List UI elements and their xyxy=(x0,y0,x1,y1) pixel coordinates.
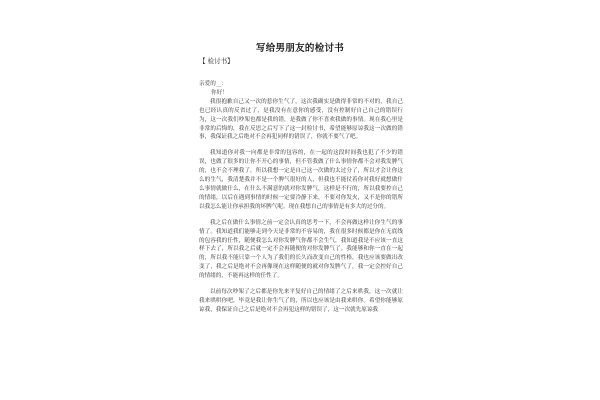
paragraph: 我之后在做什么事情之前一定会认真的思考一下，不会再做这样让你生气的事情了。我知道我们能够走到今天是非常的不容易的，我在很多时候都是你在无底线的包容我的任性，随便我怎么对你发脾气你都不会生气，我知道我是不应该一直这样下去了，所以我之后就一定不会再随便的对你发脾气了。我能够和你一直在一起的，所以我不能只靠一个人为了我们的长久而改变自己的性格，我也应该要做出改变了，我之后是绝对不会再像现在这样随便的就对你发脾气了，我一定会控好自己的情绪的，不能再这样的任性了。 xyxy=(199,219,403,280)
paragraph: 以前每次吵架了之后都是你先来平复好自己的情绪了之后来哄我，这一次就让我来哄哄你吧，毕竟是我让你生气了的，所以也应该是由我来哄你。希望你能够原谅我，我保证自己之后是绝对不会再犯这样的错误了，这一次就先原谅我 xyxy=(199,289,403,313)
document-title: 写给男朋友的检讨书 xyxy=(255,43,345,54)
document-body xyxy=(199,80,403,315)
category-tag: 【 检讨书】 xyxy=(199,57,234,65)
greeting: 你好！ xyxy=(211,89,228,96)
salutation: 亲爱的__： xyxy=(199,81,227,87)
paragraph: 我知道你对我一向都是非常的包容的，在一起的这段时间我也犯了不少的错误，也做了很多的让你不开心的事情，但不管我做了什么事情你都不会对我发脾气的，也不会不理我了。所以我想一定是自己这一次做的太过分了，所以才会让你这么的生气，我清楚我并不是一个脾气很好的人，但我也不能仗着你对我好就想做什么事情就做什么，在什么不满意的就对你发脾气，这样是不行的，所以我要控自己的情绪，以后在遇到事情的时候一定要冷静下来，不要对你发火，又不是你的错所以我怎么能让你承担我的坏脾气呢。现在我想自己的事情是有多大的过分的。 xyxy=(199,150,403,210)
paragraph: 我很抱歉自己又一次的惹你生气了，这次我确实是做得非常的不对的，我自己也已经认真的反省过了，是我没有在意你的感受，没有控制好自己自己的错误行为，这一次我们吵架也都是我的错，是我做了你不喜欢我做的事情。现在我心里是非常的后悔的，我在反思之后写下了这一封检讨书，希望能够原谅我这一次做的错事，我保证我之后绝对不会再犯同样的错误了，你就不要气了吧。 xyxy=(199,98,403,141)
